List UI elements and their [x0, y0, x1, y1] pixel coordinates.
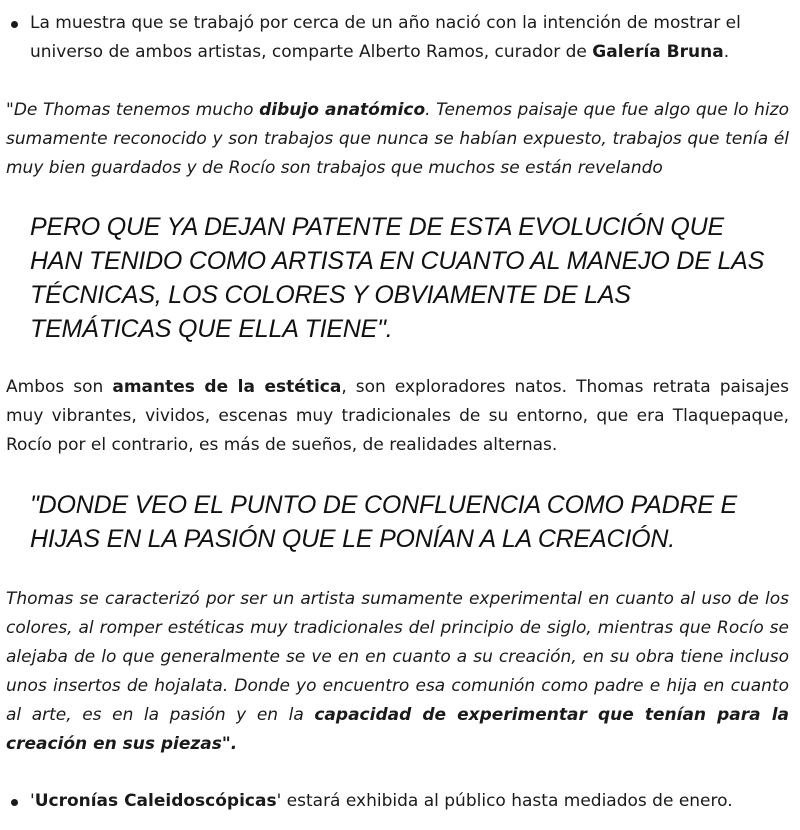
highlight-experimentation: capacidad de experimentar que tenían para la creación en sus piezas". — [6, 705, 789, 754]
experimental-quote-paragraph: Thomas se caracterizó por ser un artista sumamente experimental en cuanto al uso de los colores, al romper estéticas muy tradicionales del principio de siglo, mientras que Rocío se alejaba de lo que generalmente se ve en en cuanto a su creación, en su obra tiene incluso unos insertos de hojalata. Donde yo encuentro esa comunión como padre e hija en cuanto al arte, es en la pasión y en la capacidad de experimentar que tenían para la creación en sus piezas". — [6, 589, 789, 754]
list-item — [0, 9, 800, 67]
exhibition-intro-text: La muestra que se trabajó por cerca de un año nació con la intención de mostrar el universo de ambos artistas, comparte Alberto Ramos, curador de Galería Bruna. — [30, 13, 741, 62]
exhibition-dates-text: 'Ucronías Caleidoscópicas' estará exhibida al público hasta mediados de enero. — [30, 791, 733, 811]
curator-quote-paragraph: "De Thomas tenemos mucho dibujo anatómico. Tenemos paisaje que fue algo que lo hizo sumamente reconocido y son trabajos que nunca se habían expuesto, trabajos que tenía él muy bien guardados y de Rocío son trabajos que muchos se están revelando — [6, 100, 789, 178]
list-item — [0, 787, 800, 816]
pull-quote-evolution: PERO QUE YA DEJAN PATENTE DE ESTA EVOLUCIÓN QUE HAN TENIDO COMO ARTISTA EN CUANTO AL MANEJO DE LAS TÉCNICAS, LOS COLORES Y OBVIAMENTE DE LAS TEMÁTICAS QUE ELLA TIENE". — [30, 213, 765, 343]
pull-quote-confluence: "DONDE VEO EL PUNTO DE CONFLUENCIA COMO PADRE E HIJAS EN LA PASIÓN QUE LE PONÍAN A LA CREACIÓN. — [30, 491, 738, 553]
exhibition-title: Ucronías Caleidoscópicas — [34, 791, 277, 811]
highlight-anatomic-drawing: dibujo anatómico — [259, 100, 426, 120]
bullet-dot-icon — [11, 21, 18, 28]
gallery-name: Galería Bruna — [592, 42, 724, 62]
bullet-dot-icon — [11, 799, 18, 806]
artists-description-paragraph: Ambos son amantes de la estética, son exploradores natos. Thomas retrata paisajes muy vibrantes, vividos, escenas muy tradicionales de su entorno, que era Tlaquepaque, Rocío por el contrario, es más de sueños, de realidades alternas. — [6, 377, 789, 455]
highlight-aesthetics-lovers: amantes de la estética — [112, 377, 342, 397]
